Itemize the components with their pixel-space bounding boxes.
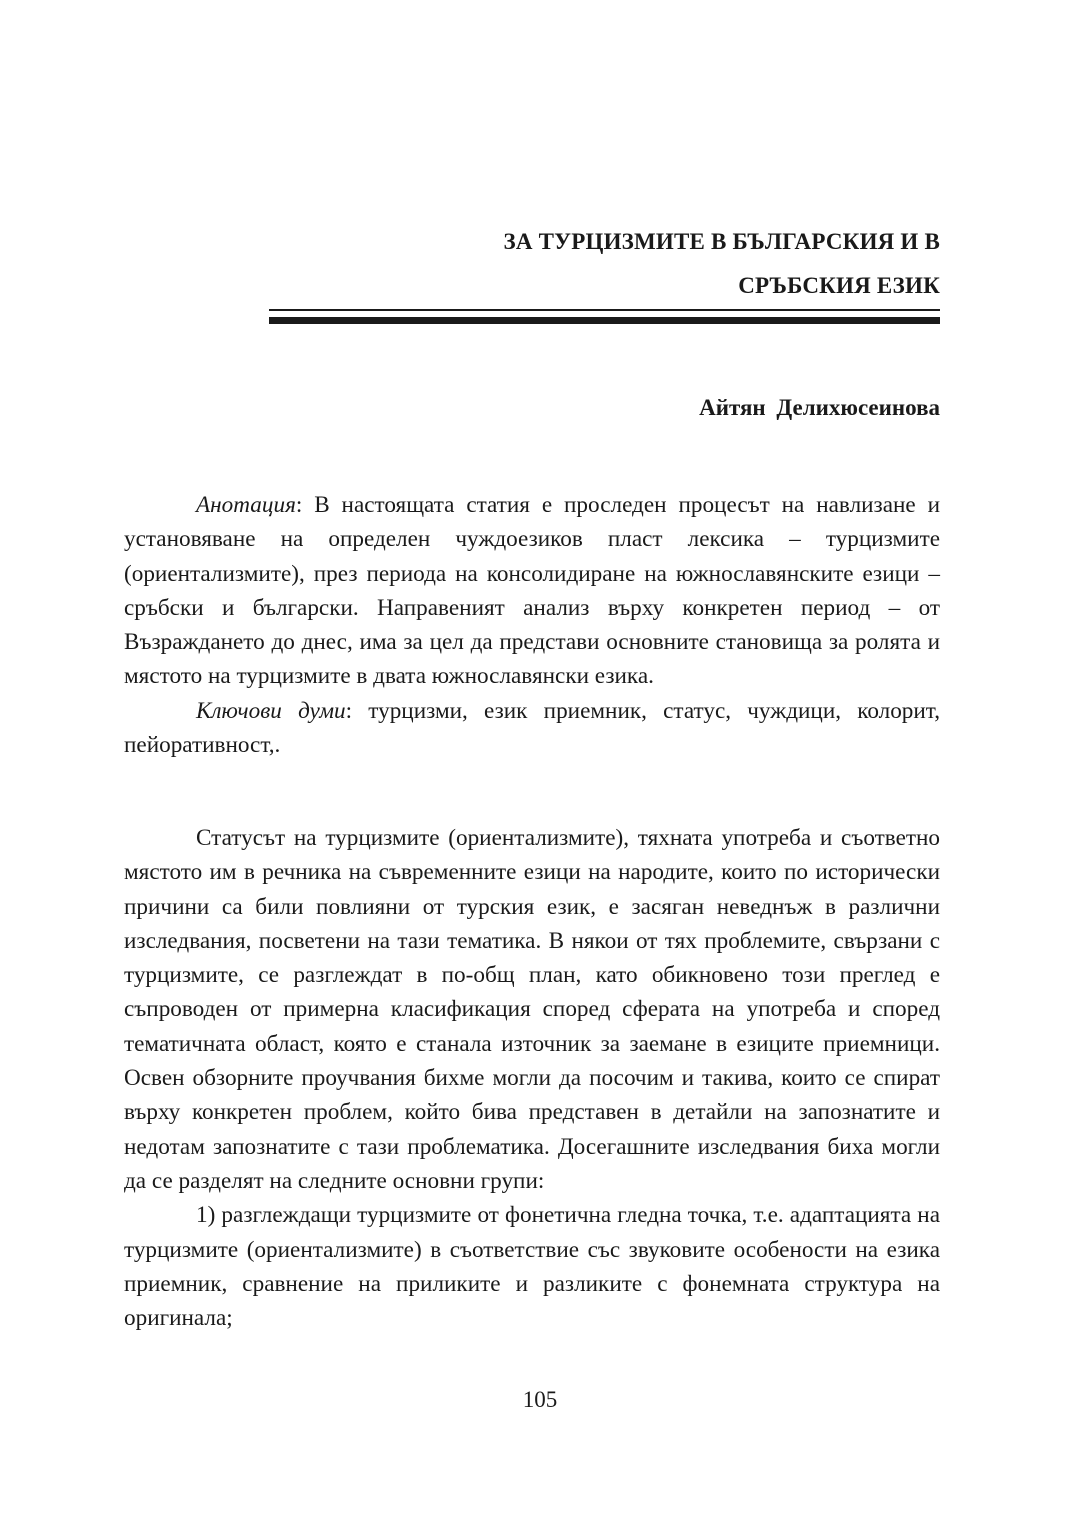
keywords-paragraph (124, 694, 940, 763)
body-paragraph-1: Статусът на турцизмите (ориентализмите), тяхната употреба и съответно мястото им в речника на съвременните езици на народите, които по исторически причини са били повлияни от турския език, е засяган неведнъж в различни изследвания, посветени на тази тематика. В някои от тях проблемите, свързани с турцизмите, се разглеждат в по-общ план, като обикновено този преглед е съпроводен от примерна класификация според сферата на употреба и според тематичната област, която е станала източник за заемане в езиците приемници. Освен обзорните проучвания бихме могли да посочим и такива, които се спират върху конкретен проблем, който бива представен в детайли на запознатите и недотам запознатите с тази проблематика. Досегашните изследвания биха могли да се разделят на следните основни групи: (124, 825, 940, 1194)
keywords-label: Ключови думи (196, 697, 346, 724)
body-paragraph-2: 1) разглеждащи турцизмите от фонетична гледна точка, т.е. адаптацията на турцизмите (ориентализмите) в съответствие със звуковите особености на езика приемник, сравнение на приликите и разликите с фонемната структура на оригинала; (124, 1202, 940, 1332)
title-rule-thick (269, 317, 940, 324)
title-rule-thin (269, 309, 940, 311)
abstract-block (124, 488, 940, 762)
keywords-text: : турцизми, език приемник, статус, чуждици, колорит, пейоративност,. (124, 697, 940, 759)
abstract-label: Анотация (196, 492, 296, 518)
page-number: 105 (522, 1387, 558, 1412)
article-title-line-1: ЗА ТУРЦИЗМИТЕ В БЪЛГАРСКИЯ И В (503, 229, 940, 254)
author-name: Айтян Делихюсеинова (699, 395, 940, 420)
article-title (300, 220, 940, 308)
article-title-line-2: СРЪБСКИЯ ЕЗИК (738, 273, 940, 298)
abstract-text: : В настоящата статия е проследен процесът на навлизане и установяване на определен чуждоезиков пласт лексика – турцизмите (ориентализмите), през периода на консолидиране на южнославянските езици – сръбски и български. Направеният анализ върху конкретен период – от Възраждането до днес, има за цел да представи основните становища за ролята и мястото на турцизмите в двата южнославянски езика. (124, 492, 940, 690)
abstract-paragraph (124, 488, 940, 694)
body-text-block (124, 821, 940, 1335)
